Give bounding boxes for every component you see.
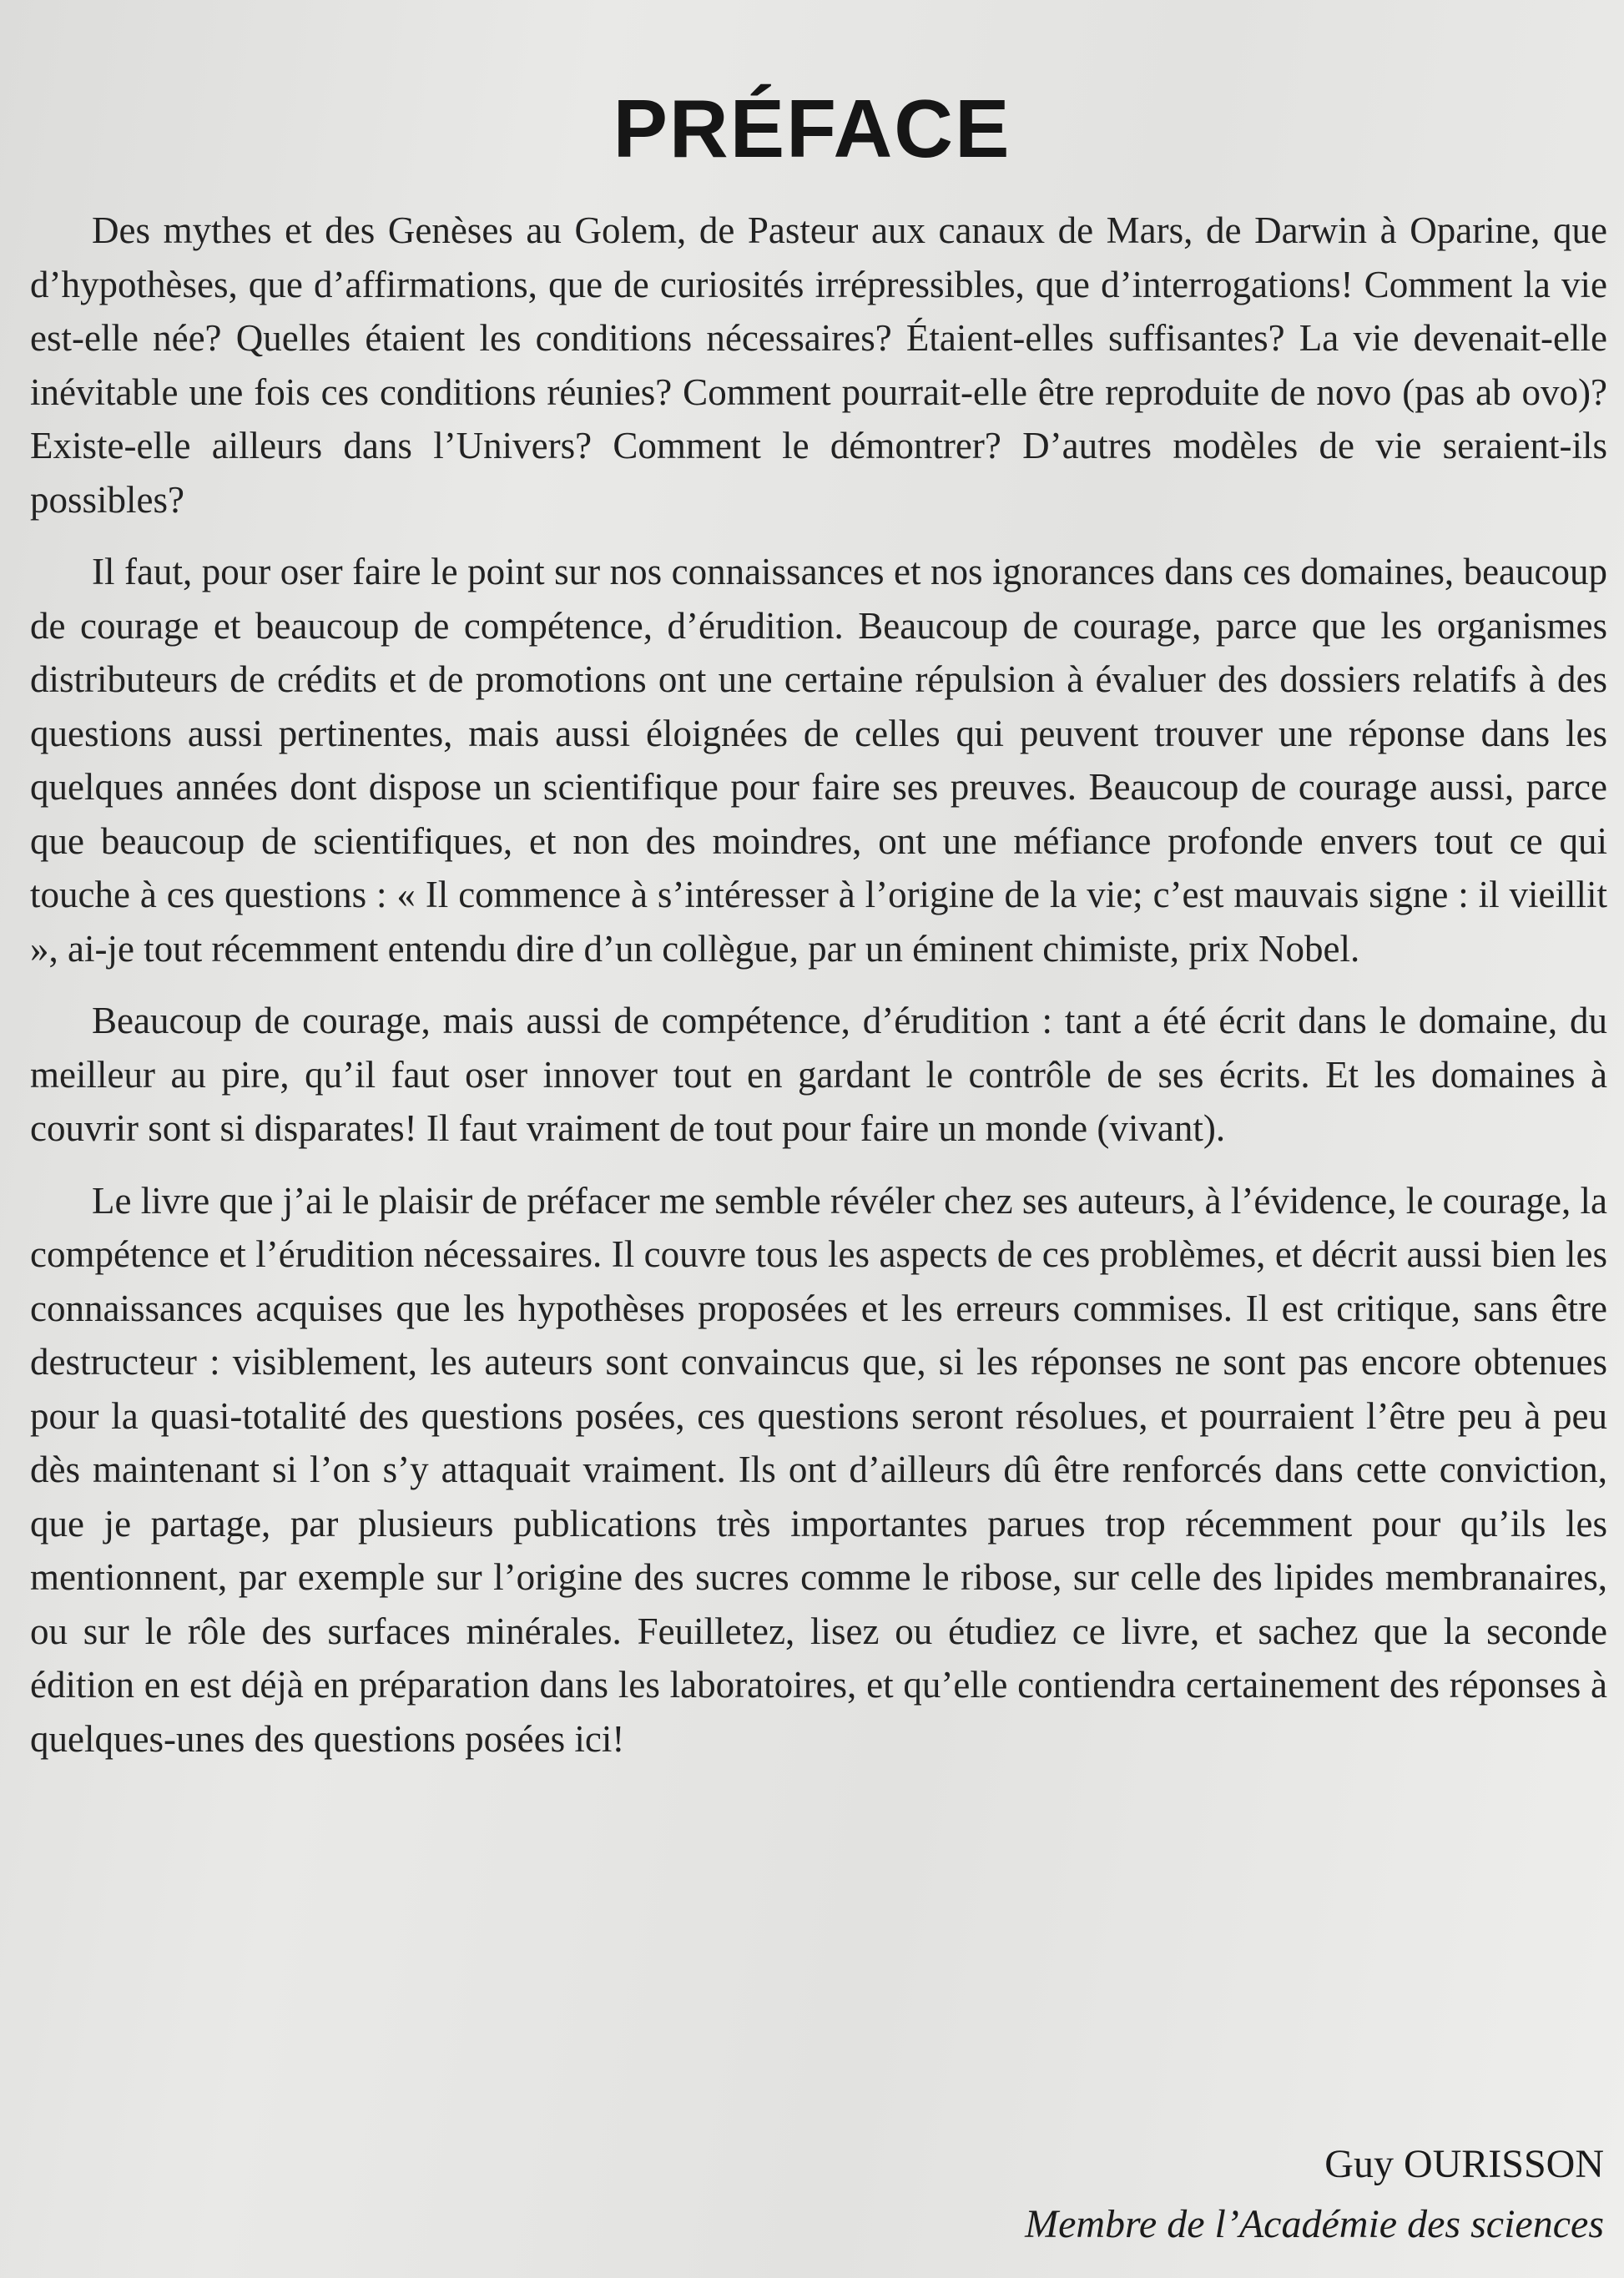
signature-block bbox=[1025, 2134, 1604, 2255]
paragraph-2: Il faut, pour oser faire le point sur nos connaissances et nos ignorances dans ces domaines, beaucoup de courage et beaucoup de compétence, d’érudition. Beaucoup de courage, parce que les organismes distributeurs de crédits et de promotions ont une certaine répulsion à évaluer des dossiers relatifs à des questions aussi pertinentes, mais aussi éloignées de celles qui peuvent trouver une réponse dans les quelques années dont dispose un scientifique pour faire ses preuves. Beaucoup de courage aussi, parce que beaucoup de scientifiques, et non des moindres, ont une méfiance profonde envers tout ce qui touche à ces questions : « Il commence à s’intéresser à l’origine de la vie; c’est mauvais signe : il vieillit », ai-je tout récemment entendu dire d’un collègue, par un éminent chimiste, prix Nobel. bbox=[30, 551, 1607, 970]
page-title: PRÉFACE bbox=[613, 82, 1011, 174]
author-title: Membre de l’Académie des sciences bbox=[1025, 2202, 1604, 2246]
author-name: Guy OURISSON bbox=[1324, 2142, 1604, 2186]
paragraph-3: Beaucoup de courage, mais aussi de compétence, d’érudition : tant a été écrit dans le domaine, du meilleur au pire, qu’il faut oser innover tout en gardant le contrôle de ses écrits. Et les domaines à couvrir sont si disparates! Il faut vraiment de tout pour faire un monde (vivant). bbox=[30, 1000, 1607, 1149]
paragraph-4: Le livre que j’ai le plaisir de préfacer me semble révéler chez ses auteurs, à l’évidence, le courage, la compétence et l’érudition nécessaires. Il couvre tous les aspects de ces problèmes, et décrit aussi bien les connaissances acquises que les hypothèses proposées et les erreurs commises. Il est critique, sans être destructeur : visiblement, les auteurs sont convaincus que, si les réponses ne sont pas encore obtenues pour la quasi-totalité des questions posées, ces questions seront résolues, et pourraient l’être peu à peu dès maintenant si l’on s’y attaquait vraiment. Ils ont d’ailleurs dû être renforcés dans cette conviction, que je partage, par plusieurs publications très importantes parues trop récemment pour qu’ils les mentionnent, par exemple sur l’origine des sucres comme le ribose, sur celle des lipides membranaires, ou sur le rôle des surfaces minérales. Feuilletez, lisez ou étudiez ce livre, et sachez que la seconde édition en est déjà en préparation dans les laboratoires, et qu’elle contiendra certainement des réponses à quelques-unes des questions posées ici! bbox=[30, 1179, 1607, 1760]
preface-body bbox=[30, 204, 1607, 1784]
paragraph-1: Des mythes et des Genèses au Golem, de Pasteur aux canaux de Mars, de Darwin à Oparine, que d’hypothèses, que d’affirmations, que de curiosités irrépressibles, que d’interrogations! Comment la vie est-elle née? Quelles étaient les conditions nécessaires? Étaient-elles suffisantes? La vie devenait-elle inévitable une fois ces conditions réunies? Comment pourrait-elle être reproduite de novo (pas ab ovo)? Existe-elle ailleurs dans l’Univers? Comment le démontrer? D’autres modèles de vie seraient-ils possibles? bbox=[30, 209, 1607, 521]
